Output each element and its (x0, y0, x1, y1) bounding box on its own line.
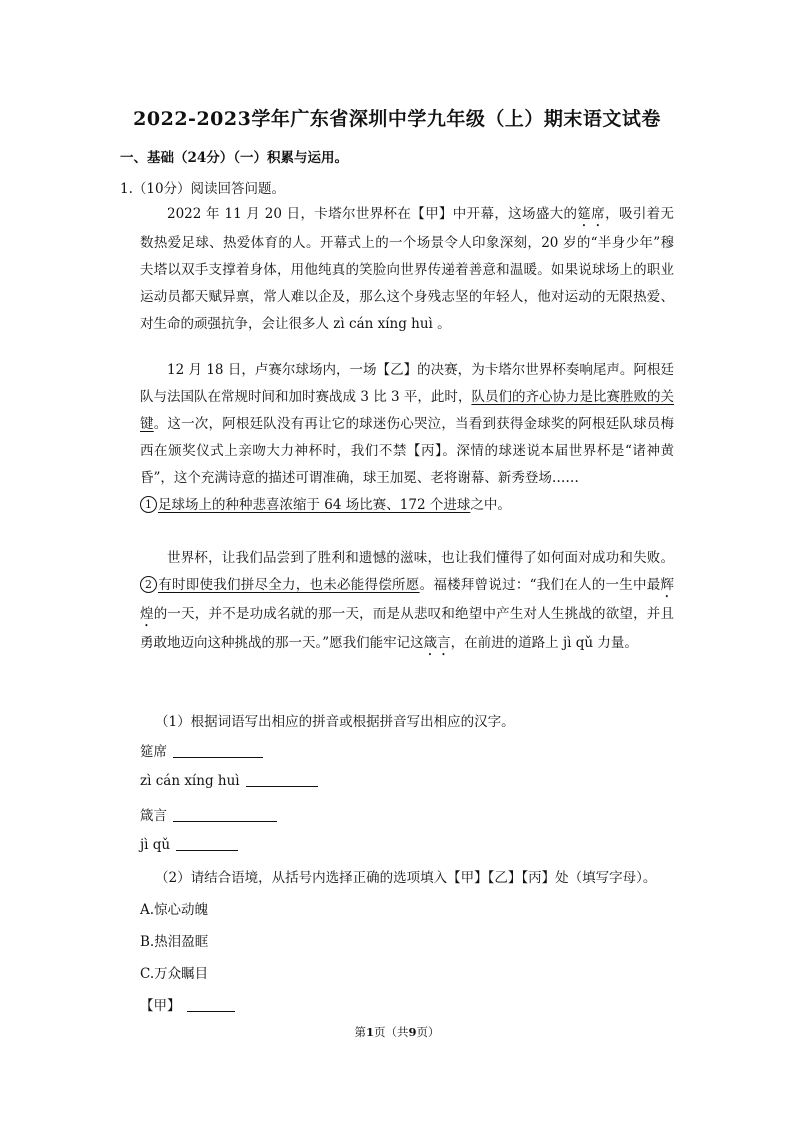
question-header: 1.（10分）阅读回答问题。 (120, 181, 286, 197)
text-segment: 2022 年 11 月 20 日，卡塔尔世界杯在【甲】中开幕，这场盛大的 (167, 206, 578, 222)
fill-blank-row (140, 804, 277, 824)
text-segment: 的一天，并不是功成名就的那一天，而是从悲叹和绝望中产生对人生挑战的欲望，并且勇敢地迈向这种挑战的那一天。”愿我们能牢记这 (140, 606, 675, 651)
footer-text: 页（共 (374, 1025, 409, 1039)
fill-blank-row (140, 772, 318, 789)
sub-question-1: （1）根据词语写出相应的拼音或根据拼音写出相应的汉字。 (155, 714, 515, 730)
text-segment: ，吸引着无数热爱足球、热爱体育的人。开幕式上的一个场景令人印象深刻，20 岁的“半身少年”穆夫塔以双手支撑着身体，用他纯真的笑脸向世界传递着善意和温暖。如果说球场上的职业运动员都天赋异禀，常人难以企及，那么这个身残志坚的年轻人，他对运动的无限热爱、对生命的顽强抗争，会让很多人 zì cán xíng huì 。 (140, 206, 675, 332)
option-c: C.万众瞩目 (140, 966, 209, 982)
text-segment: 之中。 (470, 497, 511, 513)
fill-label: zì cán xíng huì (140, 773, 240, 789)
sub-question-2: （2）请结合语境，从括号内选择正确的选项填入【甲】【乙】【丙】处（填写字母）。 (155, 870, 657, 886)
option-a: A.惊心动魄 (140, 902, 209, 918)
total-pages: 9 (408, 1025, 417, 1039)
fill-label: 箴言 (140, 808, 167, 824)
page-footer (0, 1024, 794, 1040)
text-segment: 。福楼拜曾说过：“我们在人的一生中最 (419, 577, 661, 593)
dotted-word: 辉煌 (140, 577, 675, 622)
circled-number: 1 (140, 496, 157, 513)
exam-title: 2022-2023学年广东省深圳中学九年级（上）期末语文试卷 (133, 108, 661, 130)
dotted-word: 箴言 (423, 635, 451, 651)
answer-blank[interactable] (187, 997, 235, 1012)
answer-blank[interactable] (173, 743, 263, 758)
dotted-word: 筵席 (577, 206, 606, 222)
fill-blank-row (140, 740, 263, 760)
fill-label: jì qǔ (140, 837, 171, 853)
underlined-sentence: 队员们的齐心协力是比赛胜败的关键 (140, 389, 675, 432)
answer-blank[interactable] (176, 836, 238, 851)
passage-paragraph-2 (140, 357, 674, 519)
text-segment: 世界杯，让我们品尝到了胜利和遗憾的滋味，也让我们懂得了如何面对成功和失败。 (167, 550, 674, 566)
section-heading: 一、基础（24分）（一）积累与运用。 (120, 150, 349, 166)
fill-blank-row (140, 836, 238, 853)
footer-text: 页） (416, 1025, 440, 1039)
passage-paragraph-3 (140, 545, 674, 659)
underlined-sentence: 有时即使我们拼尽全力，也未必能得偿所愿 (158, 577, 420, 593)
text-segment: ，在前进的道路上 jì qǔ 力量。 (450, 635, 638, 651)
page-number: 1 (365, 1025, 374, 1039)
circled-number: 2 (140, 576, 157, 593)
fill-label: 筵席 (140, 744, 167, 760)
footer-text: 第 (354, 1025, 366, 1039)
answer-blank[interactable] (173, 807, 277, 822)
underlined-sentence: 足球场上的种种悲喜浓缩于 64 场比赛、172 个进球 (158, 497, 471, 513)
text-segment: 。这一次，阿根廷队没有再让它的球迷伤心哭泣，当看到获得金球奖的阿根廷队球员梅西在颁奖仪式上亲吻大力神杯时，我们不禁【丙】。深情的球迷说本届世界杯是“诸神黄昏”，这个充满诗意的描述可谓准确，球王加冕、老将谢幕、新秀登场…… (140, 416, 675, 486)
option-b: B.热泪盈眶 (140, 934, 209, 950)
answer-row (140, 994, 235, 1014)
passage-paragraph-1 (140, 201, 674, 338)
answer-label: 【甲】 (140, 998, 181, 1014)
text-segment: 12 月 18 日，卢赛尔球场内，一场【乙】的决赛，为卡塔尔世界杯奏响尾声。阿根廷队与法国队在常规时间和加时赛战成 3 比 3 平，此时， (140, 362, 674, 405)
answer-blank[interactable] (246, 772, 318, 787)
